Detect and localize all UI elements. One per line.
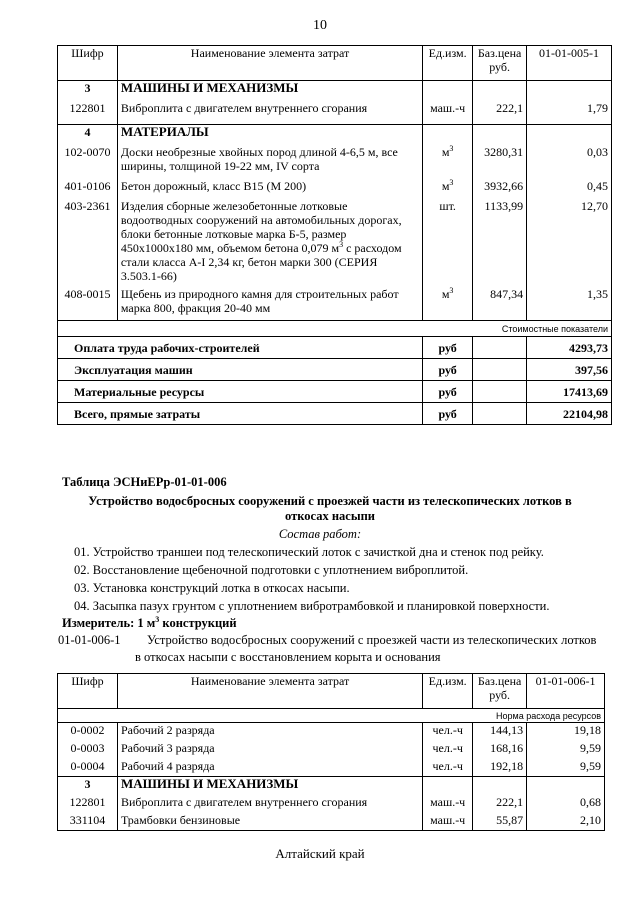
footer-region: Алтайский край bbox=[275, 846, 365, 861]
composition-title: Состав работ: bbox=[278, 527, 362, 541]
work-step: 04. Засыпка пазух грунтом с уплотнением вибротрамбовкой и планировкой поверхности. bbox=[74, 599, 550, 613]
col-header-price: Баз.цена руб. bbox=[473, 674, 527, 709]
col-header-norm: 01-01-006-1 bbox=[527, 674, 605, 709]
section-row: 3 МАШИНЫ И МЕХАНИЗМЫ bbox=[58, 777, 605, 795]
table-row: 0-0002 Рабочий 2 разряда чел.-ч 144,13 19,18 bbox=[58, 723, 605, 741]
table-row: 331104 Трамбовки бензиновые маш.-ч 55,87 2,10 bbox=[58, 813, 605, 831]
col-header-name: Наименование элемента затрат bbox=[117, 46, 422, 81]
table-row: 0-0003 Рабочий 3 разряда чел.-ч 168,16 9,59 bbox=[58, 741, 605, 759]
col-header-name: Наименование элемента затрат bbox=[117, 674, 422, 709]
col-header-code: Шифр bbox=[58, 46, 118, 81]
table-row: 0-0004 Рабочий 4 разряда чел.-ч 192,18 9,59 bbox=[58, 759, 605, 777]
col-header-price: Баз.цена руб. bbox=[473, 46, 527, 81]
work-step: 03. Установка конструкций лотка в откосах насыпи. bbox=[74, 581, 350, 595]
table-row: 403-2361 Изделия сборные железобетонные лотковые водоотводных сооружений на автомобильных дорогах, блоки бетонные лотковые марка Б-5, размер 450х1000х180 мм, объемом бетона 0,079 $м^3$ с расходом стали класса А-I 2,34 кг, бетон марки 300 (СЕРИЯ 3.503.1-66) шт. 1133,99 12,70 bbox=[58, 199, 612, 287]
table-row: 408-0015 Щебень из природного камня для строительных работ марка 800, фракция 20-40 мм $м^3$ 847,34 1,35 bbox=[58, 287, 612, 321]
norm-header-row: Норма расхода ресурсов bbox=[58, 709, 605, 723]
section-heading: Устройство водосбросных сооружений с проезжей части из телескопических лотков в откосах насыпи bbox=[88, 494, 572, 523]
item-text: Устройство водосбросных сооружений с проезжей части из телескопических лотков bbox=[147, 633, 597, 647]
table-row: 102-0070 Доски необрезные хвойных пород длиной 4-6,5 м, все ширины, толщиной 19-22 мм, IV сорта $м^3$ 3280,31 0,03 bbox=[58, 145, 612, 179]
total-row: Материальные ресурсы руб 17413,69 bbox=[58, 381, 612, 403]
table-title: Таблица ЭСНиЕРр-01-01-006 bbox=[62, 475, 227, 489]
item-code: 01-01-006-1 bbox=[58, 633, 121, 647]
col-header-unit: Ед.изм. bbox=[423, 46, 473, 81]
table-row: 122801 Виброплита с двигателем внутреннего сгорания маш.-ч 222,1 1,79 bbox=[58, 101, 612, 125]
total-row: Всего, прямые затраты руб 22104,98 bbox=[58, 403, 612, 425]
resource-table-1 bbox=[57, 45, 612, 425]
table-header bbox=[58, 674, 605, 709]
total-row: Эксплуатация машин руб 397,56 bbox=[58, 359, 612, 381]
resource-table-2 bbox=[57, 673, 605, 831]
cost-header-row: Стоимостные показатели bbox=[58, 321, 612, 337]
col-header-norm: 01-01-005-1 bbox=[527, 46, 612, 81]
section-row: 4 МАТЕРИАЛЫ bbox=[58, 125, 612, 145]
work-step: 01. Устройство траншеи под телескопический лоток с зачисткой дна и стенок под рейку. bbox=[74, 545, 544, 559]
item-text: в откосах насыпи с восстановлением корыта и основания bbox=[135, 650, 441, 664]
table-row: 401-0106 Бетон дорожный, класс В15 (М 200) $м^3$ 3932,66 0,45 bbox=[58, 179, 612, 199]
total-row: Оплата труда рабочих-строителей руб 4293,73 bbox=[58, 337, 612, 359]
table-row: 122801 Виброплита с двигателем внутреннего сгорания маш.-ч 222,1 0,68 bbox=[58, 795, 605, 813]
col-header-code: Шифр bbox=[58, 674, 118, 709]
section-row: 3 МАШИНЫ И МЕХАНИЗМЫ bbox=[58, 81, 612, 101]
table-header bbox=[58, 46, 612, 81]
col-header-unit: Ед.изм. bbox=[423, 674, 473, 709]
page-number: 10 bbox=[313, 18, 327, 33]
work-step: 02. Восстановление щебеночной подготовки с уплотнением виброплитой. bbox=[74, 563, 469, 577]
meter: Измеритель: 1 $м^3$ конструкций bbox=[62, 614, 237, 630]
